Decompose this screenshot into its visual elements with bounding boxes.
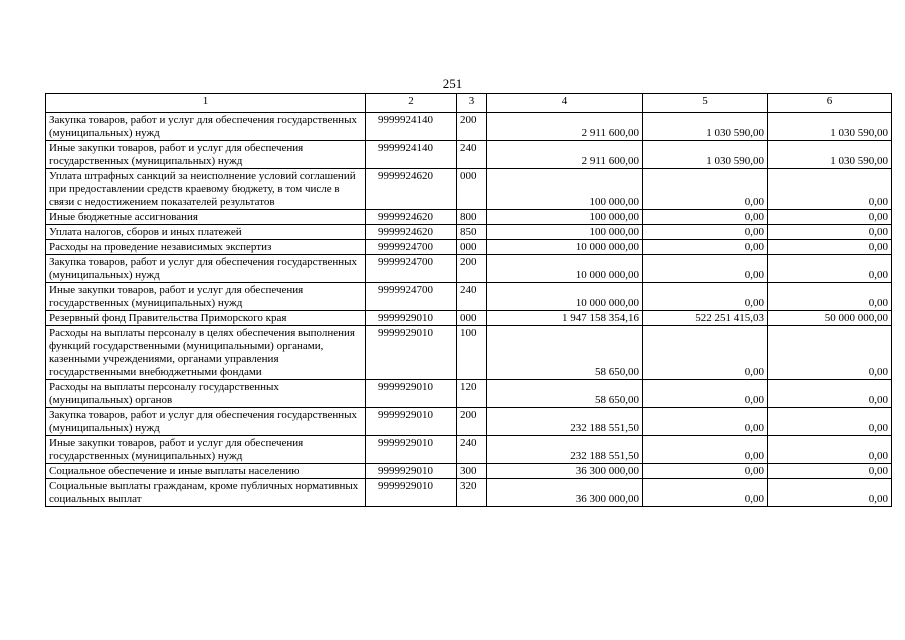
expense-type-cell: 000	[457, 169, 487, 210]
page-number: 251	[442, 76, 463, 91]
amount-col5-cell: 0,00	[643, 225, 768, 240]
amount-col5-cell: 0,00	[643, 210, 768, 225]
amount-col4-cell: 100 000,00	[487, 169, 643, 210]
expense-type-cell: 120	[457, 380, 487, 408]
amount-col5-cell: 0,00	[643, 479, 768, 507]
expense-type-cell: 240	[457, 283, 487, 311]
target-code-cell: 9999924620	[366, 225, 457, 240]
target-code-cell: 9999929010	[366, 326, 457, 380]
expense-name-cell: Резервный фонд Правительства Приморского края	[46, 311, 366, 326]
amount-col5-cell: 0,00	[643, 436, 768, 464]
target-code-cell: 9999924620	[366, 169, 457, 210]
column-header: 6	[768, 94, 892, 113]
amount-col4-cell: 58 650,00	[487, 380, 643, 408]
amount-col6-cell: 0,00	[768, 479, 892, 507]
amount-col4-cell: 58 650,00	[487, 326, 643, 380]
amount-col6-cell: 1 030 590,00	[768, 141, 892, 169]
amount-col6-cell: 0,00	[768, 225, 892, 240]
amount-col4-cell: 10 000 000,00	[487, 283, 643, 311]
amount-col6-cell: 0,00	[768, 210, 892, 225]
table-row	[46, 408, 892, 436]
amount-col6-cell: 0,00	[768, 436, 892, 464]
amount-col4-cell: 232 188 551,50	[487, 408, 643, 436]
expense-name-cell: Расходы на выплаты персоналу государственных (муниципальных) органов	[46, 380, 366, 408]
expense-type-cell: 200	[457, 255, 487, 283]
amount-col5-cell: 0,00	[643, 255, 768, 283]
amount-col5-cell: 0,00	[643, 240, 768, 255]
amount-col6-cell: 0,00	[768, 283, 892, 311]
expense-name-cell: Социальные выплаты гражданам, кроме публичных нормативных социальных выплат	[46, 479, 366, 507]
amount-col6-cell: 0,00	[768, 169, 892, 210]
expense-type-cell: 240	[457, 436, 487, 464]
amount-col4-cell: 232 188 551,50	[487, 436, 643, 464]
table-row	[46, 169, 892, 210]
target-code-cell: 9999924140	[366, 113, 457, 141]
target-code-cell: 9999929010	[366, 408, 457, 436]
expense-name-cell: Закупка товаров, работ и услуг для обеспечения государственных (муниципальных) нужд	[46, 408, 366, 436]
expense-name-cell: Уплата налогов, сборов и иных платежей	[46, 225, 366, 240]
table-row	[46, 436, 892, 464]
amount-col4-cell: 2 911 600,00	[487, 141, 643, 169]
amount-col4-cell: 36 300 000,00	[487, 479, 643, 507]
column-number-row	[46, 94, 892, 113]
expense-name-cell: Расходы на проведение независимых экспертиз	[46, 240, 366, 255]
amount-col5-cell: 0,00	[643, 464, 768, 479]
expense-type-cell: 000	[457, 311, 487, 326]
amount-col4-cell: 100 000,00	[487, 225, 643, 240]
column-header: 1	[46, 94, 366, 113]
target-code-cell: 9999924140	[366, 141, 457, 169]
target-code-cell: 9999929010	[366, 479, 457, 507]
table-row	[46, 210, 892, 225]
amount-col6-cell: 0,00	[768, 464, 892, 479]
amount-col5-cell: 0,00	[643, 169, 768, 210]
amount-col6-cell: 50 000 000,00	[768, 311, 892, 326]
target-code-cell: 9999929010	[366, 464, 457, 479]
budget-table	[45, 93, 892, 507]
amount-col4-cell: 1 947 158 354,16	[487, 311, 643, 326]
table-row	[46, 283, 892, 311]
expense-type-cell: 240	[457, 141, 487, 169]
amount-col4-cell: 100 000,00	[487, 210, 643, 225]
column-header: 5	[643, 94, 768, 113]
expense-name-cell: Расходы на выплаты персоналу в целях обеспечения выполнения функций государственными (муниципальными) органами, казенными учреждениями, органами управления государственными внебюджетными фондами	[46, 326, 366, 380]
column-header: 2	[366, 94, 457, 113]
amount-col5-cell: 0,00	[643, 380, 768, 408]
table-row	[46, 464, 892, 479]
table-row	[46, 255, 892, 283]
amount-col5-cell: 0,00	[643, 283, 768, 311]
expense-name-cell: Иные бюджетные ассигнования	[46, 210, 366, 225]
expense-type-cell: 850	[457, 225, 487, 240]
expense-type-cell: 200	[457, 408, 487, 436]
target-code-cell: 9999924700	[366, 283, 457, 311]
target-code-cell: 9999929010	[366, 311, 457, 326]
expense-name-cell: Закупка товаров, работ и услуг для обеспечения государственных (муниципальных) нужд	[46, 255, 366, 283]
expense-name-cell: Иные закупки товаров, работ и услуг для обеспечения государственных (муниципальных) нужд	[46, 283, 366, 311]
expense-type-cell: 100	[457, 326, 487, 380]
amount-col5-cell: 522 251 415,03	[643, 311, 768, 326]
amount-col6-cell: 1 030 590,00	[768, 113, 892, 141]
table-row	[46, 479, 892, 507]
amount-col5-cell: 1 030 590,00	[643, 141, 768, 169]
target-code-cell: 9999924700	[366, 240, 457, 255]
column-header: 3	[457, 94, 487, 113]
amount-col6-cell: 0,00	[768, 326, 892, 380]
target-code-cell: 9999924700	[366, 255, 457, 283]
amount-col4-cell: 10 000 000,00	[487, 255, 643, 283]
expense-type-cell: 000	[457, 240, 487, 255]
amount-col5-cell: 1 030 590,00	[643, 113, 768, 141]
amount-col6-cell: 0,00	[768, 255, 892, 283]
amount-col4-cell: 36 300 000,00	[487, 464, 643, 479]
expense-type-cell: 320	[457, 479, 487, 507]
table-row	[46, 240, 892, 255]
expense-type-cell: 300	[457, 464, 487, 479]
amount-col6-cell: 0,00	[768, 408, 892, 436]
table-row	[46, 311, 892, 326]
amount-col6-cell: 0,00	[768, 380, 892, 408]
amount-col5-cell: 0,00	[643, 326, 768, 380]
expense-name-cell: Иные закупки товаров, работ и услуг для обеспечения государственных (муниципальных) нужд	[46, 436, 366, 464]
table-row	[46, 326, 892, 380]
expense-name-cell: Социальное обеспечение и иные выплаты населению	[46, 464, 366, 479]
amount-col6-cell: 0,00	[768, 240, 892, 255]
target-code-cell: 9999929010	[366, 380, 457, 408]
expense-type-cell: 800	[457, 210, 487, 225]
amount-col5-cell: 0,00	[643, 408, 768, 436]
expense-type-cell: 200	[457, 113, 487, 141]
expense-name-cell: Иные закупки товаров, работ и услуг для обеспечения государственных (муниципальных) нужд	[46, 141, 366, 169]
amount-col4-cell: 2 911 600,00	[487, 113, 643, 141]
table-row	[46, 380, 892, 408]
column-header: 4	[487, 94, 643, 113]
table-row	[46, 113, 892, 141]
table-row	[46, 141, 892, 169]
expense-name-cell: Закупка товаров, работ и услуг для обеспечения государственных (муниципальных) нужд	[46, 113, 366, 141]
expense-name-cell: Уплата штрафных санкций за неисполнение условий соглашений при предоставлении средств краевому бюджету, в том числе в связи с недостижением показателей результатов	[46, 169, 366, 210]
table-row	[46, 225, 892, 240]
amount-col4-cell: 10 000 000,00	[487, 240, 643, 255]
target-code-cell: 9999924620	[366, 210, 457, 225]
target-code-cell: 9999929010	[366, 436, 457, 464]
